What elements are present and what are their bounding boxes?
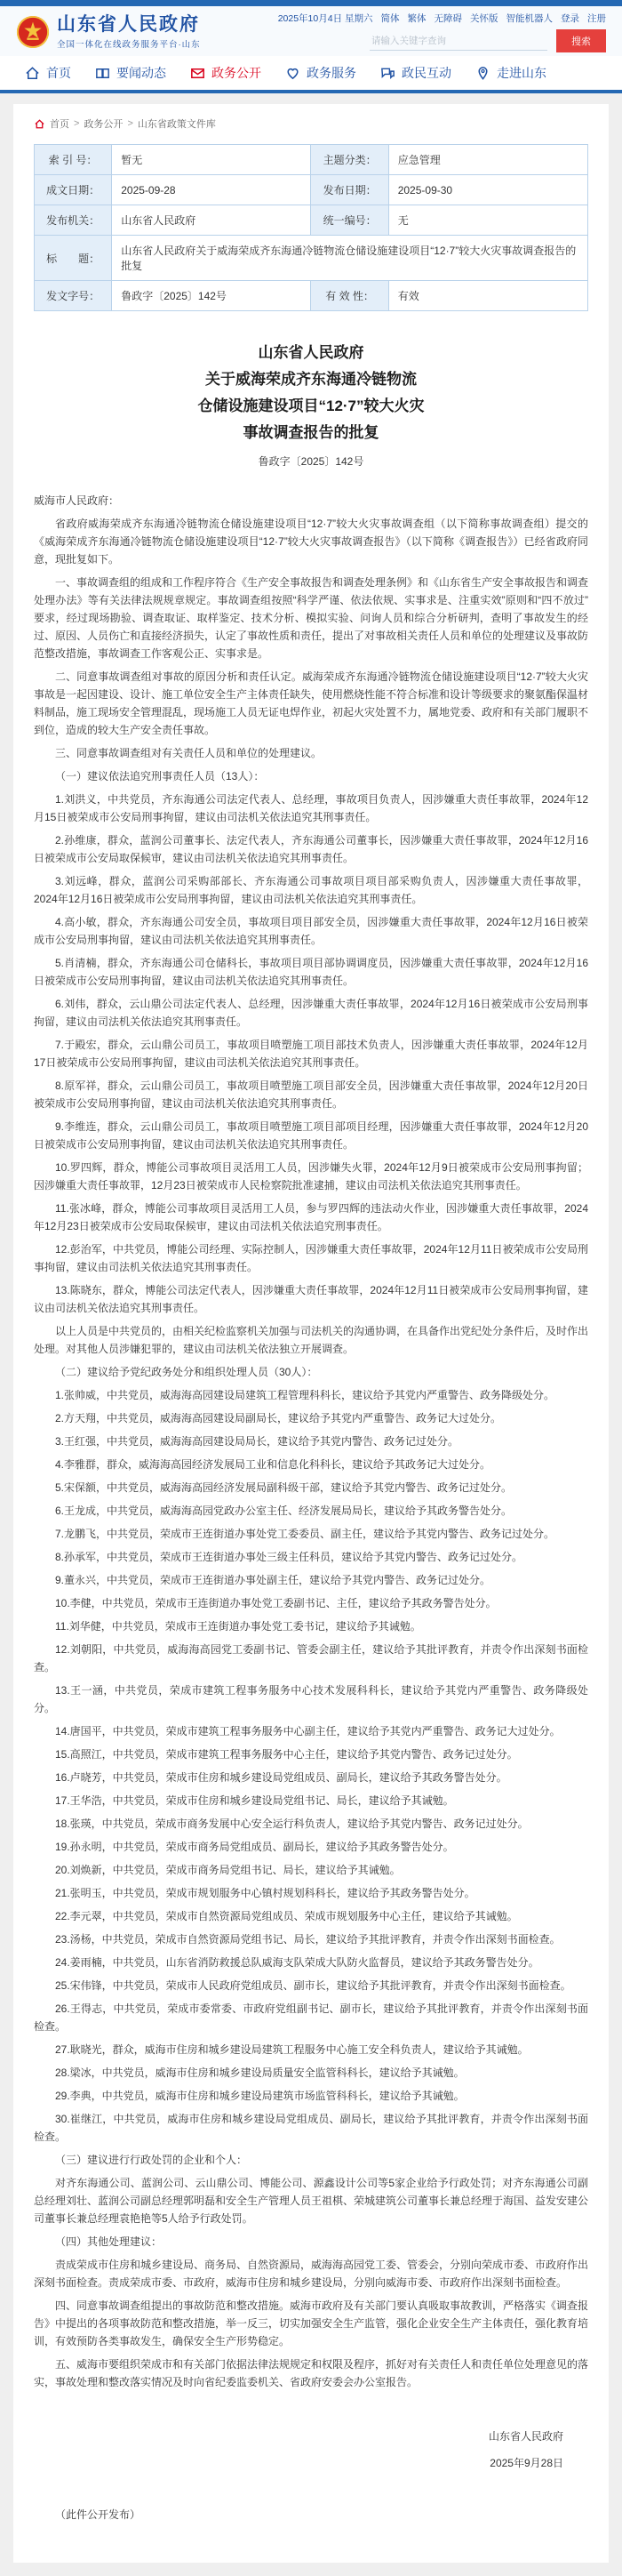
document-title-line: 仓储设施建设项目“12·7”较大火灾 (197, 397, 425, 414)
meta-label: 发布机关： (35, 205, 112, 236)
meta-value: 无 (388, 205, 587, 236)
doc-paragraph-4: （一）建议依法追究刑事责任人员（13人）： (55, 770, 265, 782)
doc-paragraph-30: 11.刘华健，中共党员，荣成市王连街道办事处党工委书记，建议给予其诫勉。 (55, 1620, 421, 1633)
quick-link-3[interactable]: 关怀版 (470, 13, 498, 24)
nav-item-label: 政务服务 (307, 66, 356, 80)
meta-label: 发布日期： (311, 175, 388, 205)
doc-paragraph-8: 4.高小敏，群众，齐东海通公司安全员，事故项目项目部安全员，因涉嫌重大责任事故罪，2024年12月16日被荣成市公安局刑事拘留，建议由司法机关依法追究其刑事责任。 (34, 916, 588, 946)
doc-paragraph-24: 5.宋保额，中共党员，威海海高园经济发展局副科级干部，建议给予其党内警告、政务记过处分。 (55, 1481, 513, 1494)
doc-paragraph-20: 1.张帅威，中共党员，威海海高园建设局建筑工程管理科科长，建议给予其党内严重警告、政务降级处分。 (55, 1389, 555, 1401)
doc-paragraph-11: 7.于殿宏，群众，云山鼎公司员工，事故项目喷塑施工项目部技术负责人，因涉嫌重大责任事故罪，2024年12月17日被荣成市公安局刑事拘留，建议由司法机关依法追究其刑事责任。 (34, 1039, 588, 1069)
meta-row (35, 145, 588, 175)
doc-paragraph-32: 13.王一涵，中共党员，荣成市建筑工程事务服务中心技术发展科科长，建议给予其党内严重警告、政务降级处分。 (34, 1684, 588, 1714)
meta-value: 山东省人民政府关于威海荣成齐东海通冷链物流仓储设施建设项目“12·7”较大火灾事故调查报告的批复 (112, 236, 588, 281)
doc-paragraph-10: 6.刘伟，群众，云山鼎公司法定代表人、总经理，因涉嫌重大责任事故罪，2024年12月16日被荣成市公安局刑事拘留，建议由司法机关依法追究其刑事责任。 (34, 998, 588, 1028)
chat-icon (379, 65, 396, 82)
doc-paragraph-18: 以上人员是中共党员的，由相关纪检监察机关加强与司法机关的沟通协调，在具备作出党纪处分条件后，及时作出处理。对其他人员涉嫌犯罪的，建议由司法机关依法独立开展调查。 (34, 1325, 589, 1355)
doc-paragraph-53: 责成荣成市住房和城乡建设局、商务局、自然资源局，威海海高园党工委、管委会，分别向荣成市委、市政府作出深刻书面检查。责成荣成市委、市政府，威海市住房和城乡建设局，分别向威海市委、市政府作出深刻书面检查。 (34, 2259, 589, 2289)
meta-label: 标 题： (35, 236, 112, 281)
doc-paragraph-38: 19.孙永明，中共党员，荣成市商务局党组成员、副局长，建议给予其政务警告处分。 (55, 1841, 454, 1853)
publication-note: （此件公开发布） (55, 2508, 141, 2521)
doc-paragraph-12: 8.原军祥，群众，云山鼎公司员工，事故项目喷塑施工项目部安全员，因涉嫌重大责任事故罪，2024年12月20日被荣成市公安局刑事拘留，建议由司法机关依法追究其刑事责任。 (34, 1079, 588, 1110)
document-title-line: 关于威海荣成齐东海通冷链物流 (205, 371, 417, 388)
doc-paragraph-34: 15.高照江，中共党员，荣成市建筑工程事务服务中心主任，建议给予其党内警告、政务记过处分。 (55, 1748, 518, 1761)
doc-paragraph-13: 9.李维连，群众，云山鼎公司员工，事故项目喷塑施工项目部项目经理，因涉嫌重大责任事故罪，2024年12月20日被荣成市公安局刑事拘留，建议由司法机关依法追究其刑事责任。 (34, 1120, 588, 1151)
doc-paragraph-29: 10.李健，中共党员，荣成市王连街道办事处党工委副书记、主任，建议给予其政务警告处分。 (55, 1597, 497, 1609)
site-brand[interactable] (16, 14, 201, 50)
doc-paragraph-15: 11.张冰峰，群众，博能公司事故项目灵活用工人员，参与罗四辉的违法动火作业，因涉嫌重大责任事故罪，2024年12月23日被荣成市公安局取保候审，建议由司法机关依法追究刑事责任。 (34, 1202, 588, 1232)
doc-paragraph-41: 22.李元翠，中共党员，荣成市自然资源局党组成员、荣成市规划服务中心主任，建议给予其诫勉。 (55, 1910, 518, 1922)
meta-label: 索 引 号： (35, 145, 112, 175)
meta-value: 山东省人民政府 (112, 205, 311, 236)
doc-paragraph-45: 26.王得志，中共党员，荣成市委常委、市政府党组副书记、副市长，建议给予其批评教育，并责令作出深刻书面检查。 (34, 2002, 588, 2033)
meta-label: 发文字号： (35, 281, 112, 311)
doc-paragraph-28: 9.董永兴，中共党员，荣成市王连街道办事处副主任，建议给予其党内警告、政务记过处分。 (55, 1574, 491, 1586)
doc-paragraph-2: 二、同意事故调查组对事故的原因分析和责任认定。威海荣成齐东海通冷链物流仓储设施建设项目“12·7”较大火灾事故是一起因建设、设计、施工单位安全生产主体责任缺失，使用燃烧性能不符合标准和设计等级要求的聚氨酯保温材料制品，施工现场安全管理混乱，现场施工人员无证电焊作业，初起火灾处置不力，属地党委、政府和有关部门履职不到位，造成的较大生产安全责任事故。 (34, 670, 589, 736)
meta-value: 鲁政字〔2025〕142号 (112, 281, 311, 311)
doc-paragraph-55: 五、威海市要组织荣成市和有关部门依据法律法规规定和权限及程序，抓好对有关责任人和责任单位处理意见的落实，事故处理和整改落实情况及时向省纪委监委机关、省政府安委会办公室报告。 (34, 2358, 589, 2388)
doc-paragraph-51: 对齐东海通公司、蓝润公司、云山鼎公司、博能公司、源鑫设计公司等5家企业给予行政处罚；对齐东海通公司副总经理刘壮、蓝润公司副总经理郭明磊和安全生产管理人员王祖棋、荣城建筑公司董事长兼总经理于海国、益发安建公司董事长兼总经理袁艳艳等5人给予行政处罚。 (34, 2177, 589, 2225)
doc-paragraph-35: 16.卢晓芳，中共党员，荣成市住房和城乡建设局党组成员、副局长，建议给予其政务警告处分。 (55, 1771, 507, 1784)
doc-paragraph-0: 省政府威海荣成齐东海通冷链物流仓储设施建设项目“12·7”较大火灾事故调查组（以下简称事故调查组）提交的《威海荣成齐东海通冷链物流仓储设施建设项目“12·7”较大火灾事故调查报告》（以下简称《调查报告》）已经省政府同意，现批复如下。 (34, 518, 588, 566)
top-accent-bar (0, 0, 622, 6)
doc-paragraph-17: 13.陈晓东，群众，博能公司法定代表人，因涉嫌重大责任事故罪，2024年12月11日被荣成市公安局刑事拘留，建议由司法机关依法追究其刑事责任。 (34, 1284, 588, 1314)
nav-item-visit-shandong[interactable] (463, 56, 558, 90)
news-icon (94, 65, 111, 82)
quick-link-0[interactable]: 简体 (380, 13, 400, 24)
doc-paragraph-6: 2.孙维康，群众，蓝润公司董事长、法定代表人，齐东海通公司董事长，因涉嫌重大责任事故罪，2024年12月16日被荣成市公安局取保候审，建议由司法机关依法追究其刑事责任。 (34, 834, 588, 864)
breadcrumb-item-0[interactable]: 首页 (50, 119, 69, 130)
breadcrumb-separator: > (74, 118, 80, 129)
meta-label: 有 效 性： (311, 281, 388, 311)
doc-paragraph-39: 20.刘焕新，中共党员，荣成市商务局党组书记、局长，建议给予其诫勉。 (55, 1864, 401, 1876)
home-icon (24, 65, 41, 82)
breadcrumb (34, 116, 588, 131)
meta-row (35, 236, 588, 281)
signature-issuer: 山东省人民政府 (488, 2430, 563, 2443)
nav-item-label: 政民互动 (402, 66, 451, 80)
envelope-icon (189, 65, 206, 82)
site-title: 山东省人民政府 (57, 14, 200, 35)
meta-value: 暂无 (112, 145, 311, 175)
document-title-line: 事故调查报告的批复 (243, 424, 379, 441)
doc-paragraph-36: 17.王华浩，中共党员，荣成市住房和城乡建设局党组书记、局长，建议给予其诫勉。 (55, 1794, 454, 1807)
doc-paragraph-1: 一、事故调查组的组成和工作程序符合《生产安全事故报告和调查处理条例》和《山东省生产安全事故报告和调查处理办法》等有关法律法规规章规定。事故调查组按照“科学严谨、依法依规、实事求是、注重实效”原则和“四不放过”要求，经过现场勘验、调查取证、取样鉴定、技术分析、模拟实验、问询人员和综合分析研判，查明了事故发生的经过、原因、人员伤亡和直接经济损失，认定了事故性质和责任，提出了对事故相关责任人员和单位的处理建议及事故防范整改措施，事故调查工作客观公正、实事求是。 (34, 576, 589, 660)
quick-link-2[interactable]: 无障碍 (434, 13, 462, 24)
meta-label: 统一编号： (311, 205, 388, 236)
doc-paragraph-16: 12.彭治军，中共党员，博能公司经理、实际控制人，因涉嫌重大责任事故罪，2024年12月11日被荣成市公安局刑事拘留，建议由司法机关依法追究其刑事责任。 (34, 1243, 588, 1273)
meta-row (35, 205, 588, 236)
meta-label: 主题分类： (311, 145, 388, 175)
nav-item-home[interactable] (12, 56, 83, 90)
document-body (34, 492, 588, 2391)
doc-paragraph-52: （四）其他处理建议： (55, 2235, 163, 2248)
person-pin-icon (474, 65, 491, 82)
doc-paragraph-19: （二）建议给予党纪政务处分和组织处理人员（30人）： (55, 1366, 318, 1378)
doc-paragraph-14: 10.罗四辉，群众，博能公司事故项目灵活用工人员，因涉嫌失火罪，2024年12月9日被荣成市公安局刑事拘留；因涉嫌重大责任事故罪，12月23日被荣成市人民检察院批准逮捕，建议由司法机关依法追究其刑事责任。 (34, 1161, 588, 1192)
quick-link-5[interactable]: 登录 (561, 13, 579, 24)
breadcrumb-separator: > (127, 118, 133, 129)
site-header (0, 6, 622, 56)
meta-value: 2025-09-28 (112, 175, 311, 205)
meta-row (35, 281, 588, 311)
doc-paragraph-33: 14.唐国平，中共党员，荣成市建筑工程事务服务中心副主任，建议给予其党内严重警告、政务记大过处分。 (55, 1725, 561, 1737)
document-number: 鲁政字〔2025〕142号 (258, 455, 364, 468)
doc-paragraph-46: 27.耿晓光，群众，威海市住房和城乡建设局建筑工程服务中心施工安全科负责人，建议给予其诫勉。 (55, 2043, 529, 2056)
national-emblem-icon (16, 15, 50, 49)
doc-paragraph-5: 1.刘洪义，中共党员，齐东海通公司法定代表人、总经理，事故项目负责人，因涉嫌重大责任事故罪，2024年12月15日被荣成市公安局刑事拘留，建议由司法机关依法追究其刑事责任。 (34, 793, 588, 823)
meta-label: 成文日期： (35, 175, 112, 205)
nav-item-label: 要闻动态 (116, 66, 166, 80)
doc-paragraph-25: 6.王龙成，中共党员，威海海高园党政办公室主任、经济发展局局长，建议给予其政务警告处分。 (55, 1505, 513, 1517)
doc-paragraph-47: 28.梁冰，中共党员，威海市住房和城乡建设局质量安全监管科科长，建议给予其诫勉。 (55, 2066, 465, 2079)
doc-paragraph-42: 23.汤杨，中共党员，荣成市自然资源局党组书记、局长，建议给予其批评教育，并责令作出深刻书面检查。 (55, 1933, 561, 1946)
home-icon (34, 118, 45, 130)
doc-paragraph-31: 12.刘朝阳，中共党员，威海海高园党工委副书记、管委会副主任，建议给予其批评教育，并责令作出深刻书面检查。 (34, 1643, 588, 1673)
doc-paragraph-26: 7.龙鹏飞，中共党员，荣成市王连街道办事处党工委委员、副主任，建议给予其党内警告、政务记过处分。 (55, 1528, 555, 1540)
header-date: 2025年10月4日 星期六 (277, 13, 373, 24)
quick-link-4[interactable]: 智能机器人 (506, 13, 553, 24)
breadcrumb-item-1[interactable]: 政务公开 (84, 119, 124, 130)
document-meta-table (34, 144, 588, 311)
doc-paragraph-43: 24.姜雨楠，中共党员，山东省消防救援总队威海支队荣成大队防火监督员，建议给予其政务警告处分。 (55, 1956, 539, 1969)
breadcrumb-item-2[interactable]: 山东省政策文件库 (137, 119, 216, 130)
header-quick-links (278, 12, 606, 25)
quick-link-6[interactable]: 注册 (587, 13, 606, 24)
nav-item-gov-open[interactable] (178, 56, 273, 90)
nav-item-gov-service[interactable] (273, 56, 368, 90)
addressee: 威海市人民政府： (34, 494, 120, 507)
nav-item-label: 首页 (46, 66, 71, 80)
search-bar (370, 29, 606, 52)
doc-paragraph-48: 29.李典，中共党员，威海市住房和城乡建设局建筑市场监管科科长，建议给予其诫勉。 (55, 2090, 465, 2102)
signature-date: 2025年9月28日 (490, 2457, 563, 2469)
meta-value: 应急管理 (388, 145, 587, 175)
doc-paragraph-40: 21.张明玉，中共党员，荣成市规划服务中心镇村规划科科长，建议给予其政务警告处分。 (55, 1887, 475, 1899)
doc-paragraph-23: 4.李雅群，群众，威海海高园经济发展局工业和信息化科科长，建议给予其政务记大过处分。 (55, 1458, 491, 1471)
doc-paragraph-7: 3.刘远峰，群众，蓝润公司采购部部长、齐东海通公司事故项目项目部采购负责人，因涉嫌重大责任事故罪，2024年12月16日被荣成市公安局刑事拘留，建议由司法机关依法追究其刑事责任。 (34, 875, 588, 905)
search-input[interactable] (370, 32, 547, 51)
meta-value: 2025-09-30 (388, 175, 587, 205)
heart-icon (284, 65, 301, 82)
nav-item-label: 走进山东 (497, 66, 546, 80)
quick-link-1[interactable]: 繁体 (407, 13, 427, 24)
doc-paragraph-54: 四、同意事故调查组提出的事故防范和整改措施。威海市政府及有关部门要认真吸取事故教训，严格落实《调查报告》中提出的各项事故防范和整改措施，举一反三，切实加强安全生产监管，强化企业安全生产主体责任，强化教育培训，有效预防各类事故发生，确保安全生产形势稳定。 (34, 2299, 589, 2347)
doc-paragraph-49: 30.崔继江，中共党员，威海市住房和城乡建设局党组成员、副局长，建议给予其批评教育，并责令作出深刻书面检查。 (34, 2113, 588, 2143)
nav-item-interaction[interactable] (368, 56, 463, 90)
doc-paragraph-37: 18.张瑛，中共党员，荣成市商务发展中心安全运行科负责人，建议给予其党内警告、政务记过处分。 (55, 1818, 529, 1830)
doc-paragraph-9: 5.肖清楠，群众，齐东海通公司仓储科长，事故项目项目部协调调度员，因涉嫌重大责任事故罪，2024年12月16日被荣成市公安局刑事拘留，建议由司法机关依法追究其刑事责任。 (34, 957, 588, 987)
doc-paragraph-27: 8.孙承军，中共党员，荣成市王连街道办事处三级主任科员，建议给予其党内警告、政务记过处分。 (55, 1551, 523, 1563)
content-card (13, 104, 609, 2563)
signature-block (34, 2423, 588, 2476)
doc-paragraph-21: 2.方天翔，中共党员，威海海高园建设局副局长，建议给予其党内严重警告、政务记大过处分。 (55, 1412, 502, 1424)
nav-item-label: 政务公开 (211, 66, 261, 80)
site-subtitle: 全国一体化在线政务服务平台·山东 (57, 40, 201, 50)
doc-paragraph-50: （三）建议进行行政处罚的企业和个人： (55, 2154, 248, 2166)
doc-paragraph-44: 25.宋伟锋，中共党员，荣成市人民政府党组成员、副市长，建议给予其批评教育，并责令作出深刻书面检查。 (55, 1979, 571, 1992)
nav-item-news[interactable] (83, 56, 178, 90)
doc-paragraph-3: 三、同意事故调查组对有关责任人员和单位的处理建议。 (55, 747, 323, 759)
meta-row (35, 175, 588, 205)
meta-value: 有效 (388, 281, 587, 311)
search-button[interactable]: 搜索 (556, 29, 606, 52)
doc-paragraph-22: 3.王红强，中共党员，威海海高园建设局局长，建议给予其党内警告、政务记过处分。 (55, 1435, 459, 1448)
document-title (34, 340, 588, 446)
document-title-line: 山东省人民政府 (258, 344, 364, 361)
main-nav (0, 56, 622, 93)
